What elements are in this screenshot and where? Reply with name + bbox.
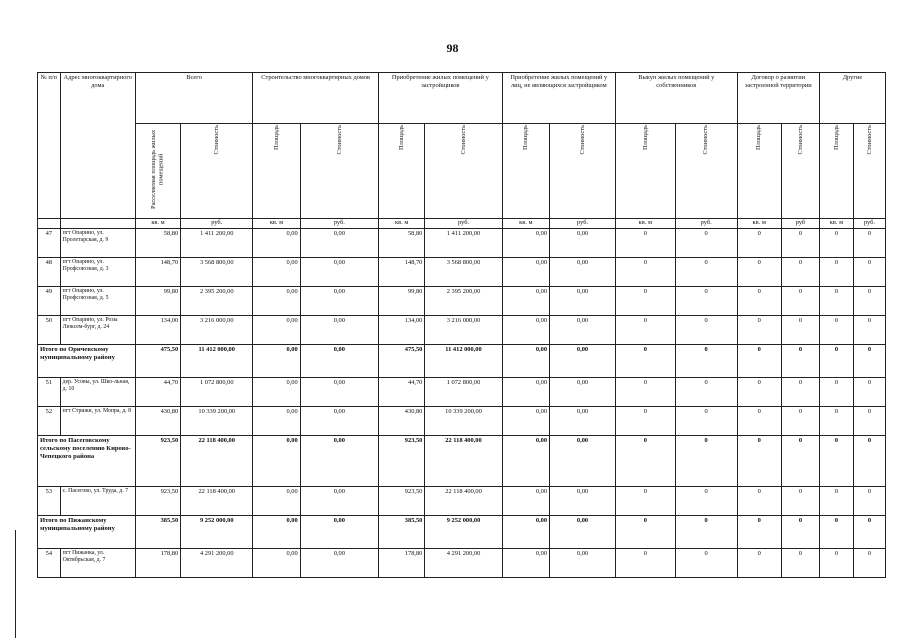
cost-value: 22 118 400,00 — [425, 436, 502, 487]
cost-value: 0 — [781, 378, 819, 407]
area-value: 0,00 — [502, 436, 549, 487]
area-value: 0 — [819, 378, 853, 407]
subheader-label: Стоимость — [865, 125, 873, 155]
cost-value: 4 291 200,00 — [425, 549, 502, 578]
area-value: 0 — [615, 345, 675, 378]
subheader-label: Стоимость — [459, 125, 467, 155]
row-number: 48 — [38, 258, 61, 287]
row-number: 49 — [38, 287, 61, 316]
cost-value: 0 — [675, 407, 737, 436]
area-value: 58,80 — [135, 229, 180, 258]
unit-label: кв. м — [819, 219, 853, 229]
header-num: № п/п — [38, 73, 61, 219]
cost-value: 0 — [675, 316, 737, 345]
area-value: 0,00 — [502, 316, 549, 345]
table-row — [38, 378, 886, 407]
cost-value: 0 — [853, 258, 885, 287]
cost-value: 0 — [853, 487, 885, 516]
cost-value: 11 412 000,00 — [181, 345, 253, 378]
cost-value: 0 — [781, 436, 819, 487]
subheader-cell — [379, 124, 425, 219]
subheader-label: Площадь — [755, 125, 763, 150]
cost-value: 0 — [781, 407, 819, 436]
area-value: 0,00 — [502, 229, 549, 258]
area-value: 0 — [737, 407, 781, 436]
subheader-cell — [181, 124, 253, 219]
area-value: 0,00 — [253, 436, 300, 487]
area-value: 0 — [819, 549, 853, 578]
area-value: 430,80 — [135, 407, 180, 436]
cost-value: 4 291 200,00 — [181, 549, 253, 578]
subheader-label: Площадь — [832, 125, 840, 150]
row-address: пгт Пижанка, ул. Октябрьская, д. 7 — [60, 549, 135, 578]
area-value: 148,70 — [135, 258, 180, 287]
cost-value: 0 — [853, 549, 885, 578]
area-value: 0,00 — [502, 487, 549, 516]
area-value: 923,50 — [135, 436, 180, 487]
cost-value: 0,00 — [300, 229, 378, 258]
unit-label: кв. м — [379, 219, 425, 229]
area-value: 385,50 — [135, 516, 180, 549]
cost-value: 0 — [675, 378, 737, 407]
cost-value: 0 — [675, 345, 737, 378]
cost-value: 0 — [781, 287, 819, 316]
area-value: 0 — [737, 549, 781, 578]
cost-value: 0 — [853, 316, 885, 345]
subheader-label: Стоимость — [578, 125, 586, 155]
area-value: 923,50 — [379, 487, 425, 516]
subheader-cell — [853, 124, 885, 219]
row-address: пгт Опарино, ул. Розы Люксем-бург, д. 24 — [60, 316, 135, 345]
unit-label: кв. м — [253, 219, 300, 229]
area-value: 0 — [819, 345, 853, 378]
subheader-cell — [615, 124, 675, 219]
area-value: 0,00 — [502, 345, 549, 378]
area-value: 0 — [819, 258, 853, 287]
header-group-non-developers: Приобретение жилых помещений у лиц, не являющихся застройщиком — [502, 73, 615, 124]
row-address: дер. Усовы, ул. Шко-льная, д. 10 — [60, 378, 135, 407]
area-value: 0 — [737, 345, 781, 378]
cost-value: 10 339 200,00 — [181, 407, 253, 436]
cost-value: 0,00 — [550, 287, 616, 316]
cost-value: 0 — [675, 287, 737, 316]
area-value: 0,00 — [253, 378, 300, 407]
cost-value: 0 — [853, 287, 885, 316]
subtotal-label: Итого по Пижанскому муниципальному району — [38, 516, 136, 549]
area-value: 0 — [737, 316, 781, 345]
area-value: 0 — [819, 316, 853, 345]
header-address: Адрес многоквартирного дома — [60, 73, 135, 219]
cost-value: 10 339 200,00 — [425, 407, 502, 436]
row-number: 53 — [38, 487, 61, 516]
area-value: 178,80 — [379, 549, 425, 578]
cost-value: 1 072 800,00 — [425, 378, 502, 407]
cost-value: 0,00 — [300, 287, 378, 316]
table-row — [38, 316, 886, 345]
cost-value: 0 — [781, 316, 819, 345]
cost-value: 0 — [675, 229, 737, 258]
header-group-construction: Строительство многоквартирных домов — [253, 73, 379, 124]
cost-value: 0,00 — [300, 487, 378, 516]
cost-value: 1 072 800,00 — [181, 378, 253, 407]
subheader-label: Стоимость — [796, 125, 804, 155]
header-group-buyout: Выкуп жилых помещений у собственников — [615, 73, 737, 124]
area-value: 58,80 — [379, 229, 425, 258]
cost-value: 3 568 800,00 — [181, 258, 253, 287]
area-value: 0 — [737, 378, 781, 407]
area-value: 0 — [615, 407, 675, 436]
area-value: 0 — [737, 229, 781, 258]
area-value: 0,00 — [502, 549, 549, 578]
cost-value: 22 118 400,00 — [181, 487, 253, 516]
cost-value: 0,00 — [300, 316, 378, 345]
subtotal-label: Итого по Оричевскому муниципальному району — [38, 345, 136, 378]
area-value: 0,00 — [253, 316, 300, 345]
cost-value: 0 — [675, 487, 737, 516]
area-value: 99,80 — [379, 287, 425, 316]
cost-value: 0,00 — [550, 549, 616, 578]
row-address: пгт Опарино, ул. Профсоюзная, д. 3 — [60, 258, 135, 287]
row-address: пгт Опарино, ул. Пролетарская, д. 9 — [60, 229, 135, 258]
area-value: 0,00 — [502, 378, 549, 407]
cost-value: 22 118 400,00 — [181, 436, 253, 487]
cost-value: 0,00 — [550, 316, 616, 345]
cost-value: 0 — [853, 516, 885, 549]
subheader-label: Площадь — [641, 125, 649, 150]
cost-value: 2 395 200,00 — [425, 287, 502, 316]
cost-value: 0,00 — [300, 407, 378, 436]
area-value: 0,00 — [253, 287, 300, 316]
table-row — [38, 287, 886, 316]
subheader-label: Площадь — [272, 125, 280, 150]
unit-label: руб. — [181, 219, 253, 229]
unit-label: руб. — [853, 219, 885, 229]
area-value: 0,00 — [253, 487, 300, 516]
area-value: 0 — [819, 436, 853, 487]
subheader-cell — [253, 124, 300, 219]
cost-value: 0,00 — [300, 378, 378, 407]
area-value: 0 — [737, 258, 781, 287]
cost-value: 0 — [781, 229, 819, 258]
row-address: с. Пасегово, ул. Труда, д. 7 — [60, 487, 135, 516]
area-value: 0 — [819, 516, 853, 549]
subtotal-label: Итого по Пасеговскому сельскому поселению Кирово-Чепецкого района — [38, 436, 136, 487]
unit-label: руб — [781, 219, 819, 229]
cost-value: 0,00 — [550, 407, 616, 436]
area-value: 0,00 — [502, 407, 549, 436]
subheader-label: Площадь — [522, 125, 530, 150]
cost-value: 9 252 000,00 — [181, 516, 253, 549]
area-value: 923,50 — [379, 436, 425, 487]
area-value: 0 — [615, 287, 675, 316]
cost-value: 0,00 — [550, 345, 616, 378]
cost-value: 0 — [853, 229, 885, 258]
cost-value: 0 — [781, 487, 819, 516]
unit-label: руб. — [675, 219, 737, 229]
area-value: 0 — [737, 436, 781, 487]
unit-label: кв. м — [615, 219, 675, 229]
area-value: 0 — [737, 287, 781, 316]
subheader-cell — [135, 124, 180, 219]
area-value: 430,80 — [379, 407, 425, 436]
area-value: 99,80 — [135, 287, 180, 316]
row-number: 47 — [38, 229, 61, 258]
header-group-other: Другие — [819, 73, 885, 124]
area-value: 148,70 — [379, 258, 425, 287]
subheader-cell — [425, 124, 502, 219]
subheader-cell — [781, 124, 819, 219]
area-value: 0,00 — [502, 287, 549, 316]
cost-value: 0 — [781, 258, 819, 287]
cost-value: 0,00 — [550, 436, 616, 487]
cost-value: 0 — [675, 258, 737, 287]
cost-value: 3 568 800,00 — [425, 258, 502, 287]
cost-value: 1 411 200,00 — [425, 229, 502, 258]
unit-label: руб. — [550, 219, 616, 229]
area-value: 0 — [819, 487, 853, 516]
table-row — [38, 549, 886, 578]
unit-label: кв. м — [135, 219, 180, 229]
row-number: 51 — [38, 378, 61, 407]
area-value: 923,50 — [135, 487, 180, 516]
cost-value: 0 — [781, 516, 819, 549]
row-address: пгт Опарино, ул. Профсоюзная, д. 5 — [60, 287, 135, 316]
area-value: 0 — [819, 407, 853, 436]
table-row — [38, 229, 886, 258]
cost-value: 9 252 000,00 — [425, 516, 502, 549]
resettlement-table — [37, 72, 886, 578]
area-value: 0,00 — [253, 229, 300, 258]
unit-label: кв. м — [737, 219, 781, 229]
subheader-label: Площадь — [397, 125, 405, 150]
unit-label: руб. — [300, 219, 378, 229]
cost-value: 22 118 400,00 — [425, 487, 502, 516]
area-value: 0,00 — [253, 258, 300, 287]
cost-value: 0 — [781, 549, 819, 578]
area-value: 134,00 — [379, 316, 425, 345]
units-empty-cell — [38, 219, 61, 229]
cost-value: 0,00 — [550, 516, 616, 549]
area-value: 44,70 — [135, 378, 180, 407]
cost-value: 0 — [853, 345, 885, 378]
subheader-cell — [675, 124, 737, 219]
area-value: 0,00 — [502, 258, 549, 287]
area-value: 385,50 — [379, 516, 425, 549]
table-row — [38, 407, 886, 436]
area-value: 0 — [615, 316, 675, 345]
subtotal-row — [38, 436, 886, 487]
cost-value: 0 — [853, 436, 885, 487]
area-value: 0 — [615, 378, 675, 407]
area-value: 0 — [615, 487, 675, 516]
area-value: 0 — [819, 229, 853, 258]
subheader-cell — [300, 124, 378, 219]
cost-value: 0,00 — [300, 549, 378, 578]
header-group-total: Всего — [135, 73, 252, 124]
units-empty-cell — [60, 219, 135, 229]
subtotal-row — [38, 516, 886, 549]
cost-value: 0,00 — [300, 258, 378, 287]
unit-label: руб. — [425, 219, 502, 229]
subheader-cell — [737, 124, 781, 219]
area-value: 134,00 — [135, 316, 180, 345]
cost-value: 0,00 — [550, 258, 616, 287]
area-value: 0 — [615, 436, 675, 487]
area-value: 0,00 — [253, 549, 300, 578]
table-row — [38, 487, 886, 516]
cost-value: 0 — [675, 436, 737, 487]
cost-value: 3 216 000,00 — [425, 316, 502, 345]
cost-value: 0,00 — [300, 345, 378, 378]
cost-value: 11 412 000,00 — [425, 345, 502, 378]
subheader-cell — [502, 124, 549, 219]
cost-value: 0,00 — [550, 229, 616, 258]
subheader-cell — [819, 124, 853, 219]
area-value: 44,70 — [379, 378, 425, 407]
subheader-label: Стоимость — [335, 125, 343, 155]
cost-value: 0,00 — [550, 487, 616, 516]
area-value: 475,50 — [135, 345, 180, 378]
cost-value: 0,00 — [300, 516, 378, 549]
area-value: 0,00 — [253, 516, 300, 549]
area-value: 475,50 — [379, 345, 425, 378]
area-value: 0,00 — [253, 407, 300, 436]
cost-value: 0,00 — [550, 378, 616, 407]
area-value: 0,00 — [253, 345, 300, 378]
row-number: 50 — [38, 316, 61, 345]
table-row — [38, 258, 886, 287]
area-value: 0 — [737, 516, 781, 549]
row-number: 54 — [38, 549, 61, 578]
margin-line — [15, 530, 16, 638]
row-address: пгт Стрижи, ул. Мопра, д. 8 — [60, 407, 135, 436]
cost-value: 0 — [853, 407, 885, 436]
header-group-development-agreement: Договор о развитии застроенной территории — [737, 73, 819, 124]
cost-value: 1 411 200,00 — [181, 229, 253, 258]
row-number: 52 — [38, 407, 61, 436]
cost-value: 0,00 — [300, 436, 378, 487]
area-value: 0 — [737, 487, 781, 516]
subheader-label: Стоимость — [702, 125, 710, 155]
area-value: 0 — [615, 258, 675, 287]
cost-value: 3 216 000,00 — [181, 316, 253, 345]
area-value: 0 — [819, 287, 853, 316]
cost-value: 0 — [675, 549, 737, 578]
cost-value: 0 — [781, 345, 819, 378]
cost-value: 2 395 200,00 — [181, 287, 253, 316]
cost-value: 0 — [853, 378, 885, 407]
cost-value: 0 — [675, 516, 737, 549]
header-group-developers: Приобретение жилых помещений у застройщиков — [379, 73, 503, 124]
subheader-label: Стоимость — [212, 125, 220, 155]
subheader-label: Расселяемая площадь жилых помещений — [150, 129, 166, 209]
page-number: 98 — [446, 41, 459, 55]
subheader-cell — [550, 124, 616, 219]
area-value: 0 — [615, 549, 675, 578]
area-value: 178,80 — [135, 549, 180, 578]
area-value: 0,00 — [502, 516, 549, 549]
area-value: 0 — [615, 229, 675, 258]
subtotal-row — [38, 345, 886, 378]
unit-label: кв. м — [502, 219, 549, 229]
area-value: 0 — [615, 516, 675, 549]
